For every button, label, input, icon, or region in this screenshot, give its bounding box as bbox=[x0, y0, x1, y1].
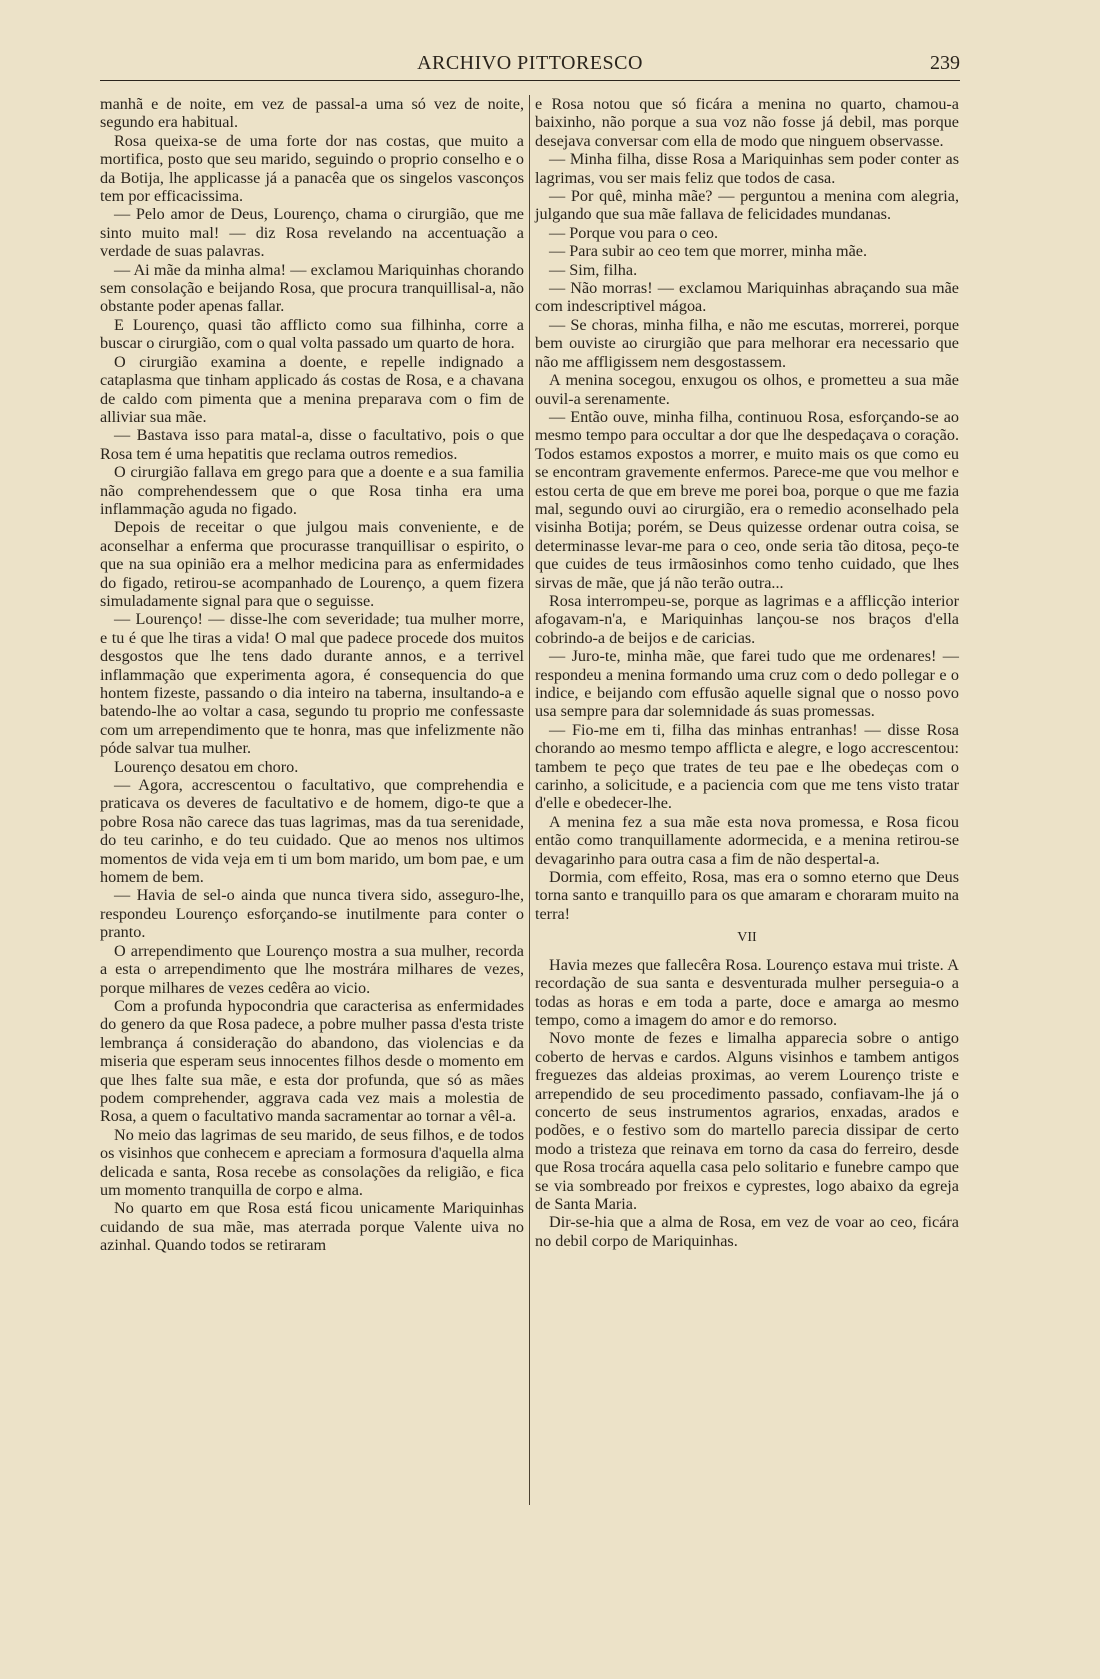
paragraph: — Agora, accrescentou o facultativo, que comprehendia e praticava os deveres de facultativo e de homem, digo-te que a pobre Rosa não carece das tuas lagrimas, mas da tua serenidade, do teu carinho, e do teu cuidado. Que ao menos nos ultimos momentos de vida veja em ti um bom marido, um bom pae, e um homem de bem. bbox=[100, 776, 524, 887]
paragraph: — Juro-te, minha mãe, que farei tudo que me ordenares! — respondeu a menina formando uma cruz com o dedo pollegar e o indice, e beijando com effusão aquelle signal que o nosso povo usa sempre para dar solemnidade ás suas promessas. bbox=[535, 647, 959, 721]
paragraph: Dir-se-hia que a alma de Rosa, em vez de voar ao ceo, ficára no debil corpo de Mariquinhas. bbox=[535, 1213, 959, 1250]
paragraph: e Rosa notou que só ficára a menina no quarto, chamou-a baixinho, não porque a sua voz não fosse já debil, mas porque desejava conversar com ella de modo que ninguem observasse. bbox=[535, 95, 959, 150]
section-heading: VII bbox=[737, 930, 757, 946]
paragraph: A menina socegou, enxugou os olhos, e prometteu a sua mãe ouvil-a serenamente. bbox=[535, 371, 959, 408]
paragraph: No quarto em que Rosa está ficou unicamente Mariquinhas cuidando de sua mãe, mas aterrada porque Valente uiva no azinhal. Quando todos se retiraram bbox=[100, 1199, 524, 1255]
paragraph: No meio das lagrimas de seu marido, de seus filhos, e de todos os visinhos que conhecem e apreciam a formosura d'aquella alma delicada e santa, Rosa recebe as consolações da religião, e fica um momento tranquilla de corpo e alma. bbox=[100, 1125, 524, 1199]
paragraph: — Lourenço! — disse-lhe com severidade; tua mulher morre, e tu é que lhe tiras a vida! O mal que padece procede dos muitos desgostos que lhe tens dado durante annos, e a terrivel inflammação que experimenta agora, é consequencia do que hontem fizeste, passando o dia inteiro na taberna, insultando-a e batendo-lhe ao voltar a casa, segundo tu proprio me confessaste com um arrependimento que te honra, mas que infelizmente não póde salvar tua mulher. bbox=[100, 610, 524, 758]
paragraph: — Bastava isso para matal-a, disse o facultativo, pois o que Rosa tem é uma hepatitis que reclama outros remedios. bbox=[100, 426, 524, 463]
running-header bbox=[100, 52, 960, 81]
right-column-part-1 bbox=[535, 95, 959, 923]
paragraph: Novo monte de fezes e limalha apparecia sobre o antigo coberto de hervas e cardos. Alguns visinhos e tambem antigos freguezes das aldeias proximas, ao verem Lourenço triste e arrependido de seu procedimento passado, confiavam-lhe já o concerto de seus instrumentos agrarios, enxadas, arados e podões, e o festivo som do martello parecia dissipar de certo modo a tristeza que reinava em torno da casa do ferreiro, desde que Rosa trocára aquella casa pelo solitario e funebre campo que se via sombreado por freixos e cyprestes, logo abaixo da egreja de Santa Maria. bbox=[535, 1029, 959, 1213]
paragraph: Dormia, com effeito, Rosa, mas era o somno eterno que Deus torna santo e tranquillo para os que amaram e choraram muito na terra! bbox=[535, 868, 959, 923]
paragraph: — Então ouve, minha filha, continuou Rosa, esforçando-se ao mesmo tempo para occultar a dor que lhe despedaçava o coração. Todos estamos expostos a morrer, e muito mais os que como eu se encontram gravemente enfermos. Parece-me que vou melhor e estou certa de que em breve me porei boa, porque o que me fazia mal, segundo ouvi ao cirurgião, era o remedio aconselhado pela visinha Botija; porém, se Deus quizesse ordenar outra coisa, se determinasse levar-me para o ceo, onde seria tão ditosa, peço-te que cuides de teus irmãosinhos como tenho cuidado, que lhes sirvas de mãe, que já não terão outra... bbox=[535, 407, 959, 592]
paragraph: — Ai mãe da minha alma! — exclamou Mariquinhas chorando sem consolação e beijando Rosa, que procura tranquillisal-a, não obstante poder apenas fallar. bbox=[100, 260, 524, 316]
right-column bbox=[535, 95, 959, 1250]
left-column bbox=[100, 95, 524, 1255]
paragraph: — Havia de sel-o ainda que nunca tivera sido, asseguro-lhe, respondeu Lourenço esforçando-se inutilmente para conter o pranto. bbox=[100, 886, 524, 942]
paragraph: — Porque vou para o ceo. bbox=[549, 223, 719, 242]
paragraph: Depois de receitar o que julgou mais conveniente, e de aconselhar a enferma que procurasse tranquillisar o espirito, o que na sua opinião era a melhor medicina para as enfermidades do figado, retirou-se acompanhado de Lourenço, a quem fizera simuladamente signal para que o seguisse. bbox=[100, 518, 524, 610]
paragraph: O arrependimento que Lourenço mostra a sua mulher, recorda a esta o arrependimento que lhe mostrára milhares de vezes, porque milhares de vezes cedêra ao vicio. bbox=[100, 941, 524, 997]
paragraph: Rosa interrompeu-se, porque as lagrimas e a afflicção interior afogavam-n'a, e Mariquinhas lançou-se nos braços d'ella cobrindo-a de beijos e de caricias. bbox=[535, 591, 959, 647]
column-divider bbox=[529, 95, 530, 1505]
paragraph: — Pelo amor de Deus, Lourenço, chama o cirurgião, que me sinto muito mal! — diz Rosa revelando na accentuação a verdade de suas palavras. bbox=[100, 205, 524, 261]
paragraph: Com a profunda hypocondria que caracterisa as enfermidades do genero da que Rosa padece, a pobre mulher passa d'esta triste lembrança á consideração do abandono, das violencias e da miseria que esperam seus innocentes filhos desde o momento em que lhes falte sua mãe, e esta dor profunda, que só as mães podem comprehender, aggrava cada vez mais a molestia de Rosa, a quem o facultativo manda sacramentar ao tornar a vêl-a. bbox=[100, 996, 524, 1126]
paragraph: O cirurgião examina a doente, e repelle indignado a cataplasma que tinham applicado ás costas de Rosa, e a chavana de caldo com pimenta que a menina preparava com o fim de alliviar sua mãe. bbox=[100, 352, 524, 426]
paragraph: — Para subir ao ceo tem que morrer, minha mãe. bbox=[549, 242, 868, 261]
paragraph: — Por quê, minha mãe? — perguntou a menina com alegria, julgando que sua mãe fallava de felicidades mundanas. bbox=[535, 187, 959, 224]
paragraph: Havia mezes que fallecêra Rosa. Lourenço estava mui triste. A recordação de sua santa e desventurada mulher perseguia-o a todas as horas e em toda a parte, doce e amarga ao mesmo tempo, como a imagem do amor e do remorso. bbox=[535, 955, 959, 1029]
paragraph: — Não morras! — exclamou Mariquinhas abraçando sua mãe com indescriptivel mágoa. bbox=[535, 279, 959, 316]
journal-title: ARCHIVO PITTORESCO bbox=[417, 52, 643, 74]
paragraph: O cirurgião fallava em grego para que a doente e a sua familia não comprehendessem que o que Rosa tinha era uma inflammação aguda no figado. bbox=[100, 463, 524, 518]
paragraph: — Fio-me em ti, filha das minhas entranhas! — disse Rosa chorando ao mesmo tempo afflicta e alegre, e logo accrescentou: tambem te peço que trates de teu pae e lhe obedeças com o carinho, a solicitude, e a paciencia com que me tens visto tratar d'elle e obedecer-lhe. bbox=[535, 720, 959, 813]
right-column-part-2 bbox=[535, 956, 959, 1251]
paragraph: — Sim, filha. bbox=[549, 260, 638, 279]
paragraph: Lourenço desatou em choro. bbox=[114, 757, 299, 776]
paragraph: E Lourenço, quasi tão afflicto como sua filhinha, corre a buscar o cirurgião, com o qual volta passado um quarto de hora. bbox=[100, 315, 524, 353]
paragraph: A menina fez a sua mãe esta nova promessa, e Rosa ficou então como tranquillamente adormecida, e a menina retirou-se devagarinho para outra casa a fim de não despertal-a. bbox=[535, 812, 959, 868]
paragraph: manhã e de noite, em vez de passal-a uma só vez de noite, segundo era habitual. bbox=[100, 95, 524, 132]
paragraph: — Se choras, minha filha, e não me escutas, morrerei, porque bem ouviste ao cirurgião que para melhorar era necessario que não me affligissem nem desgostassem. bbox=[535, 315, 959, 371]
paragraph: Rosa queixa-se de uma forte dor nas costas, que muito a mortifica, posto que seu marido, seguindo o proprio conselho e o da Botija, lhe applicasse já a panacêa que os singelos vasconços tem por efficacissima. bbox=[100, 131, 524, 206]
paragraph: — Minha filha, disse Rosa a Mariquinhas sem poder conter as lagrimas, vou ser mais feliz que todos de casa. bbox=[535, 150, 959, 187]
page-number: 239 bbox=[930, 52, 960, 74]
